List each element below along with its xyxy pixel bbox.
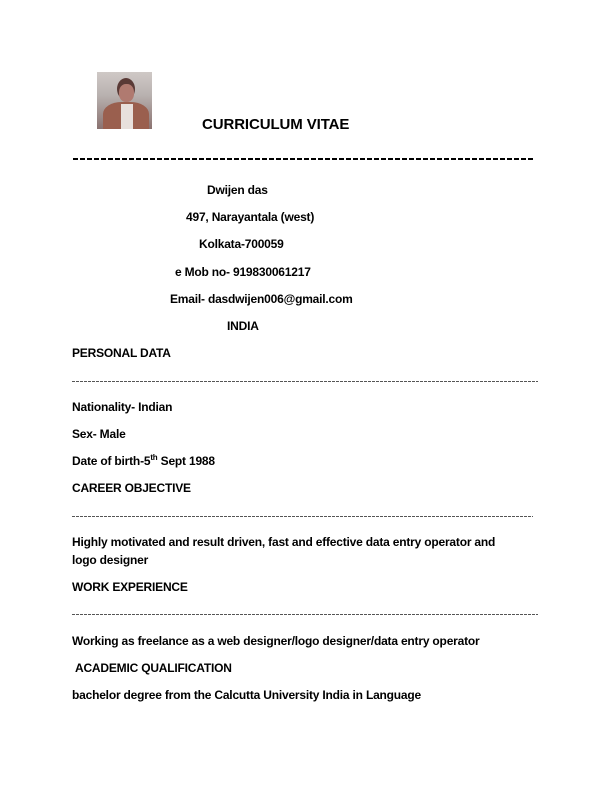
photo-shirt [121, 104, 133, 129]
page-title: CURRICULUM VITAE [202, 116, 350, 133]
work-experience-heading: WORK EXPERIENCE [72, 580, 188, 594]
contact-country: INDIA [227, 319, 259, 333]
career-objective-divider [72, 516, 533, 517]
nationality: Nationality- Indian [72, 400, 173, 414]
contact-mobile: e Mob no- 919830061217 [175, 265, 311, 279]
profile-photo [97, 72, 152, 129]
career-objective-heading: CAREER OBJECTIVE [72, 481, 191, 495]
dob-rest: Sept 1988 [157, 454, 215, 468]
personal-data-divider [72, 381, 538, 382]
contact-city: Kolkata-700059 [199, 237, 284, 251]
career-objective-line1: Highly motivated and result driven, fast and effective data entry operator and [72, 535, 496, 549]
photo-face [119, 84, 134, 102]
career-objective-line2: logo designer [72, 553, 149, 567]
work-experience-divider [72, 614, 538, 615]
title-divider [73, 158, 535, 160]
dob-suffix: th [150, 453, 158, 462]
dob-prefix: Date of birth-5 [72, 454, 151, 468]
contact-address: 497, Narayantala (west) [186, 210, 315, 224]
work-experience-text: Working as freelance as a web designer/logo designer/data entry operator [72, 634, 480, 648]
contact-email: Email- dasdwijen006@gmail.com [170, 292, 353, 306]
academic-heading: ACADEMIC QUALIFICATION [75, 661, 232, 675]
academic-text: bachelor degree from the Calcutta University India in Language [72, 688, 422, 702]
personal-data-heading: PERSONAL DATA [72, 346, 171, 360]
contact-name: Dwijen das [207, 183, 268, 197]
date-of-birth [72, 454, 215, 468]
sex: Sex- Male [72, 427, 126, 441]
